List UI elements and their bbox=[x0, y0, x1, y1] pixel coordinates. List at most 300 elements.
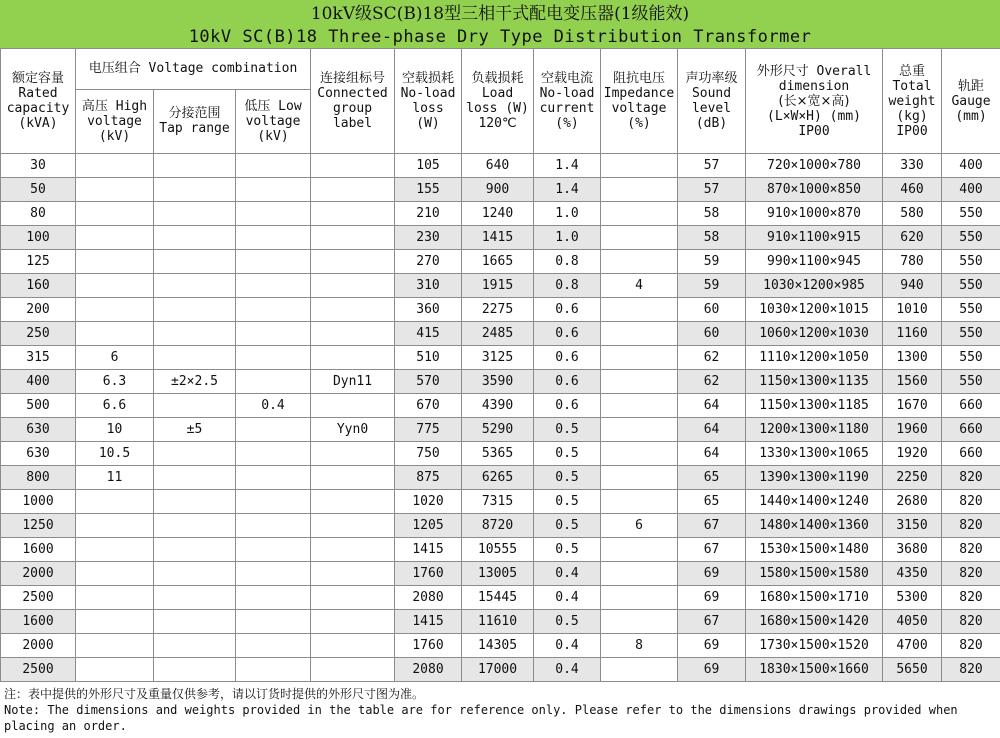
cell-noload-loss: 670 bbox=[395, 394, 462, 418]
cell-connection-group bbox=[311, 226, 395, 250]
cell-noload-current: 0.5 bbox=[534, 466, 601, 490]
cell-low-voltage bbox=[236, 442, 311, 466]
cell-connection-group bbox=[311, 250, 395, 274]
cell-total-weight: 780 bbox=[883, 250, 942, 274]
cell-load-loss: 17000 bbox=[462, 658, 534, 682]
cell-high-voltage: 10.5 bbox=[76, 442, 154, 466]
cell-total-weight: 4350 bbox=[883, 562, 942, 586]
cell-load-loss: 2275 bbox=[462, 298, 534, 322]
cell-connection-group bbox=[311, 490, 395, 514]
cell-high-voltage: 6 bbox=[76, 346, 154, 370]
cell-connection-group bbox=[311, 514, 395, 538]
cell-noload-loss: 510 bbox=[395, 346, 462, 370]
cell-sound-level: 64 bbox=[678, 442, 746, 466]
cell-noload-current: 0.8 bbox=[534, 250, 601, 274]
cell-overall-dimension: 1680×1500×1710 bbox=[746, 586, 883, 610]
cell-rated-capacity: 800 bbox=[1, 466, 76, 490]
cell-overall-dimension: 1530×1500×1480 bbox=[746, 538, 883, 562]
cell-impedance-voltage bbox=[601, 250, 678, 274]
cell-overall-dimension: 1440×1400×1240 bbox=[746, 490, 883, 514]
cell-high-voltage bbox=[76, 250, 154, 274]
cell-rated-capacity: 250 bbox=[1, 322, 76, 346]
cell-gauge: 820 bbox=[942, 586, 1000, 610]
table-row bbox=[1, 178, 1000, 202]
cell-connection-group bbox=[311, 154, 395, 178]
cell-gauge: 820 bbox=[942, 490, 1000, 514]
cell-impedance-voltage bbox=[601, 418, 678, 442]
table-row bbox=[1, 346, 1000, 370]
cell-gauge: 660 bbox=[942, 442, 1000, 466]
cell-high-voltage bbox=[76, 514, 154, 538]
cell-rated-capacity: 30 bbox=[1, 154, 76, 178]
cell-overall-dimension: 1110×1200×1050 bbox=[746, 346, 883, 370]
cell-connection-group bbox=[311, 586, 395, 610]
cell-sound-level: 58 bbox=[678, 226, 746, 250]
cell-noload-loss: 360 bbox=[395, 298, 462, 322]
cell-sound-level: 69 bbox=[678, 634, 746, 658]
cell-load-loss: 3590 bbox=[462, 370, 534, 394]
cell-impedance-voltage bbox=[601, 586, 678, 610]
cell-tap-range bbox=[154, 634, 236, 658]
cell-overall-dimension: 1730×1500×1520 bbox=[746, 634, 883, 658]
cell-connection-group: Yyn0 bbox=[311, 418, 395, 442]
cell-tap-range bbox=[154, 442, 236, 466]
cell-noload-current: 0.5 bbox=[534, 490, 601, 514]
cell-total-weight: 3150 bbox=[883, 514, 942, 538]
header-rated-capacity: 额定容量 Rated capacity (kVA) bbox=[1, 49, 76, 154]
cell-sound-level: 59 bbox=[678, 250, 746, 274]
cell-rated-capacity: 2000 bbox=[1, 634, 76, 658]
cell-high-voltage bbox=[76, 226, 154, 250]
cell-connection-group bbox=[311, 346, 395, 370]
cell-tap-range: ±2×2.5 bbox=[154, 370, 236, 394]
cell-tap-range bbox=[154, 610, 236, 634]
cell-connection-group bbox=[311, 466, 395, 490]
cell-noload-current: 1.4 bbox=[534, 154, 601, 178]
table-row bbox=[1, 514, 1000, 538]
cell-gauge: 550 bbox=[942, 202, 1000, 226]
cell-connection-group bbox=[311, 610, 395, 634]
cell-high-voltage bbox=[76, 610, 154, 634]
cell-load-loss: 1665 bbox=[462, 250, 534, 274]
cell-noload-loss: 230 bbox=[395, 226, 462, 250]
cell-noload-loss: 1760 bbox=[395, 634, 462, 658]
cell-rated-capacity: 80 bbox=[1, 202, 76, 226]
cell-impedance-voltage: 6 bbox=[601, 514, 678, 538]
cell-gauge: 550 bbox=[942, 346, 1000, 370]
transformer-spec-table bbox=[0, 48, 1000, 682]
cell-tap-range bbox=[154, 490, 236, 514]
cell-tap-range bbox=[154, 562, 236, 586]
cell-total-weight: 5300 bbox=[883, 586, 942, 610]
cell-rated-capacity: 160 bbox=[1, 274, 76, 298]
cell-load-loss: 14305 bbox=[462, 634, 534, 658]
cell-impedance-voltage bbox=[601, 562, 678, 586]
cell-rated-capacity: 1600 bbox=[1, 538, 76, 562]
table-row bbox=[1, 634, 1000, 658]
cell-noload-loss: 105 bbox=[395, 154, 462, 178]
cell-load-loss: 5290 bbox=[462, 418, 534, 442]
cell-low-voltage bbox=[236, 466, 311, 490]
cell-rated-capacity: 1250 bbox=[1, 514, 76, 538]
cell-total-weight: 940 bbox=[883, 274, 942, 298]
cell-noload-loss: 775 bbox=[395, 418, 462, 442]
cell-gauge: 550 bbox=[942, 370, 1000, 394]
cell-rated-capacity: 630 bbox=[1, 418, 76, 442]
cell-load-loss: 1240 bbox=[462, 202, 534, 226]
cell-noload-loss: 750 bbox=[395, 442, 462, 466]
cell-rated-capacity: 2500 bbox=[1, 658, 76, 682]
title-banner bbox=[0, 0, 1000, 49]
cell-noload-current: 0.4 bbox=[534, 562, 601, 586]
cell-noload-current: 1.4 bbox=[534, 178, 601, 202]
cell-overall-dimension: 910×1100×915 bbox=[746, 226, 883, 250]
cell-total-weight: 1160 bbox=[883, 322, 942, 346]
notes bbox=[4, 686, 994, 734]
cell-high-voltage: 11 bbox=[76, 466, 154, 490]
cell-sound-level: 62 bbox=[678, 370, 746, 394]
cell-tap-range bbox=[154, 346, 236, 370]
cell-impedance-voltage: 8 bbox=[601, 634, 678, 658]
cell-noload-current: 0.4 bbox=[534, 634, 601, 658]
cell-sound-level: 67 bbox=[678, 514, 746, 538]
cell-sound-level: 67 bbox=[678, 610, 746, 634]
cell-noload-current: 0.5 bbox=[534, 538, 601, 562]
cell-load-loss: 15445 bbox=[462, 586, 534, 610]
cell-high-voltage bbox=[76, 178, 154, 202]
cell-low-voltage bbox=[236, 610, 311, 634]
cell-rated-capacity: 1000 bbox=[1, 490, 76, 514]
cell-low-voltage: 0.4 bbox=[236, 394, 311, 418]
cell-load-loss: 1415 bbox=[462, 226, 534, 250]
cell-noload-current: 0.5 bbox=[534, 442, 601, 466]
cell-noload-loss: 210 bbox=[395, 202, 462, 226]
table-row bbox=[1, 442, 1000, 466]
cell-impedance-voltage bbox=[601, 394, 678, 418]
cell-overall-dimension: 1330×1300×1065 bbox=[746, 442, 883, 466]
cell-noload-loss: 875 bbox=[395, 466, 462, 490]
table-row bbox=[1, 226, 1000, 250]
cell-gauge: 550 bbox=[942, 298, 1000, 322]
cell-low-voltage bbox=[236, 274, 311, 298]
cell-high-voltage bbox=[76, 634, 154, 658]
cell-noload-loss: 415 bbox=[395, 322, 462, 346]
cell-gauge: 820 bbox=[942, 514, 1000, 538]
cell-low-voltage bbox=[236, 370, 311, 394]
cell-impedance-voltage bbox=[601, 658, 678, 682]
cell-overall-dimension: 1030×1200×1015 bbox=[746, 298, 883, 322]
cell-load-loss: 13005 bbox=[462, 562, 534, 586]
cell-noload-current: 0.5 bbox=[534, 418, 601, 442]
cell-load-loss: 640 bbox=[462, 154, 534, 178]
table-row bbox=[1, 418, 1000, 442]
cell-tap-range bbox=[154, 466, 236, 490]
cell-total-weight: 330 bbox=[883, 154, 942, 178]
header-connection-group: 连接组标号 Connected group label bbox=[311, 49, 395, 154]
cell-connection-group: Dyn11 bbox=[311, 370, 395, 394]
cell-sound-level: 57 bbox=[678, 154, 746, 178]
cell-high-voltage bbox=[76, 322, 154, 346]
cell-connection-group bbox=[311, 274, 395, 298]
cell-total-weight: 1960 bbox=[883, 418, 942, 442]
cell-gauge: 550 bbox=[942, 322, 1000, 346]
cell-load-loss: 10555 bbox=[462, 538, 534, 562]
cell-sound-level: 69 bbox=[678, 658, 746, 682]
cell-noload-current: 0.6 bbox=[534, 322, 601, 346]
cell-high-voltage: 6.3 bbox=[76, 370, 154, 394]
table-row bbox=[1, 154, 1000, 178]
cell-tap-range bbox=[154, 322, 236, 346]
header-load-loss: 负载损耗 Load loss (W) 120℃ bbox=[462, 49, 534, 154]
cell-overall-dimension: 1150×1300×1135 bbox=[746, 370, 883, 394]
cell-tap-range bbox=[154, 202, 236, 226]
cell-noload-current: 0.6 bbox=[534, 346, 601, 370]
cell-high-voltage: 6.6 bbox=[76, 394, 154, 418]
table-row bbox=[1, 322, 1000, 346]
cell-total-weight: 580 bbox=[883, 202, 942, 226]
cell-total-weight: 4700 bbox=[883, 634, 942, 658]
cell-connection-group bbox=[311, 298, 395, 322]
cell-total-weight: 2250 bbox=[883, 466, 942, 490]
cell-impedance-voltage bbox=[601, 322, 678, 346]
cell-total-weight: 3680 bbox=[883, 538, 942, 562]
cell-impedance-voltage bbox=[601, 490, 678, 514]
cell-load-loss: 2485 bbox=[462, 322, 534, 346]
cell-high-voltage bbox=[76, 298, 154, 322]
cell-overall-dimension: 1830×1500×1660 bbox=[746, 658, 883, 682]
cell-rated-capacity: 125 bbox=[1, 250, 76, 274]
cell-gauge: 820 bbox=[942, 634, 1000, 658]
cell-rated-capacity: 50 bbox=[1, 178, 76, 202]
cell-overall-dimension: 1680×1500×1420 bbox=[746, 610, 883, 634]
cell-tap-range: ±5 bbox=[154, 418, 236, 442]
cell-high-voltage bbox=[76, 202, 154, 226]
cell-connection-group bbox=[311, 394, 395, 418]
cell-sound-level: 67 bbox=[678, 538, 746, 562]
table-row bbox=[1, 370, 1000, 394]
cell-tap-range bbox=[154, 226, 236, 250]
cell-overall-dimension: 1060×1200×1030 bbox=[746, 322, 883, 346]
cell-overall-dimension: 910×1000×870 bbox=[746, 202, 883, 226]
cell-low-voltage bbox=[236, 418, 311, 442]
cell-noload-loss: 270 bbox=[395, 250, 462, 274]
cell-noload-loss: 1415 bbox=[395, 610, 462, 634]
cell-load-loss: 11610 bbox=[462, 610, 534, 634]
cell-tap-range bbox=[154, 394, 236, 418]
cell-sound-level: 65 bbox=[678, 466, 746, 490]
cell-tap-range bbox=[154, 274, 236, 298]
cell-noload-loss: 2080 bbox=[395, 586, 462, 610]
cell-noload-current: 0.5 bbox=[534, 610, 601, 634]
cell-low-voltage bbox=[236, 562, 311, 586]
cell-gauge: 820 bbox=[942, 658, 1000, 682]
cell-high-voltage bbox=[76, 274, 154, 298]
cell-sound-level: 65 bbox=[678, 490, 746, 514]
cell-sound-level: 64 bbox=[678, 394, 746, 418]
cell-noload-loss: 155 bbox=[395, 178, 462, 202]
cell-rated-capacity: 400 bbox=[1, 370, 76, 394]
cell-low-voltage bbox=[236, 346, 311, 370]
cell-noload-current: 0.5 bbox=[534, 514, 601, 538]
cell-overall-dimension: 720×1000×780 bbox=[746, 154, 883, 178]
cell-impedance-voltage bbox=[601, 226, 678, 250]
cell-noload-loss: 1205 bbox=[395, 514, 462, 538]
cell-sound-level: 60 bbox=[678, 322, 746, 346]
cell-tap-range bbox=[154, 154, 236, 178]
cell-total-weight: 1670 bbox=[883, 394, 942, 418]
table-body bbox=[1, 154, 1000, 682]
cell-sound-level: 57 bbox=[678, 178, 746, 202]
cell-total-weight: 1010 bbox=[883, 298, 942, 322]
cell-low-voltage bbox=[236, 226, 311, 250]
cell-high-voltage bbox=[76, 586, 154, 610]
cell-gauge: 550 bbox=[942, 274, 1000, 298]
cell-tap-range bbox=[154, 586, 236, 610]
cell-total-weight: 4050 bbox=[883, 610, 942, 634]
cell-sound-level: 59 bbox=[678, 274, 746, 298]
cell-overall-dimension: 1200×1300×1180 bbox=[746, 418, 883, 442]
cell-low-voltage bbox=[236, 178, 311, 202]
cell-high-voltage bbox=[76, 490, 154, 514]
cell-rated-capacity: 200 bbox=[1, 298, 76, 322]
cell-load-loss: 6265 bbox=[462, 466, 534, 490]
table-row bbox=[1, 658, 1000, 682]
cell-low-voltage bbox=[236, 634, 311, 658]
cell-connection-group bbox=[311, 634, 395, 658]
cell-load-loss: 8720 bbox=[462, 514, 534, 538]
cell-sound-level: 69 bbox=[678, 562, 746, 586]
cell-low-voltage bbox=[236, 490, 311, 514]
cell-gauge: 820 bbox=[942, 562, 1000, 586]
cell-tap-range bbox=[154, 298, 236, 322]
cell-impedance-voltage bbox=[601, 178, 678, 202]
cell-connection-group bbox=[311, 178, 395, 202]
header-total-weight: 总重 Total weight (kg) IP00 bbox=[883, 49, 942, 154]
cell-connection-group bbox=[311, 322, 395, 346]
cell-low-voltage bbox=[236, 250, 311, 274]
table-row bbox=[1, 538, 1000, 562]
cell-sound-level: 58 bbox=[678, 202, 746, 226]
table-row bbox=[1, 250, 1000, 274]
note-english: Note: The dimensions and weights provided in the table are for reference only. Please refer to the dimensions drawings provided when placing an order. bbox=[4, 703, 958, 733]
cell-noload-current: 0.8 bbox=[534, 274, 601, 298]
cell-total-weight: 1920 bbox=[883, 442, 942, 466]
cell-total-weight: 5650 bbox=[883, 658, 942, 682]
cell-low-voltage bbox=[236, 202, 311, 226]
cell-impedance-voltage bbox=[601, 466, 678, 490]
cell-overall-dimension: 1030×1200×985 bbox=[746, 274, 883, 298]
header-impedance-voltage: 阻抗电压 Impedance voltage (%) bbox=[601, 49, 678, 154]
cell-gauge: 660 bbox=[942, 418, 1000, 442]
cell-impedance-voltage bbox=[601, 538, 678, 562]
cell-load-loss: 5365 bbox=[462, 442, 534, 466]
cell-noload-current: 0.6 bbox=[534, 394, 601, 418]
cell-impedance-voltage bbox=[601, 154, 678, 178]
cell-low-voltage bbox=[236, 298, 311, 322]
cell-connection-group bbox=[311, 442, 395, 466]
cell-load-loss: 3125 bbox=[462, 346, 534, 370]
cell-tap-range bbox=[154, 658, 236, 682]
cell-overall-dimension: 870×1000×850 bbox=[746, 178, 883, 202]
cell-overall-dimension: 1390×1300×1190 bbox=[746, 466, 883, 490]
header-tap-range: 分接范围 Tap range bbox=[154, 89, 236, 153]
cell-rated-capacity: 100 bbox=[1, 226, 76, 250]
cell-load-loss: 7315 bbox=[462, 490, 534, 514]
cell-noload-current: 1.0 bbox=[534, 202, 601, 226]
table-row bbox=[1, 586, 1000, 610]
cell-low-voltage bbox=[236, 322, 311, 346]
cell-overall-dimension: 1580×1500×1580 bbox=[746, 562, 883, 586]
cell-gauge: 550 bbox=[942, 226, 1000, 250]
cell-gauge: 820 bbox=[942, 538, 1000, 562]
cell-rated-capacity: 1600 bbox=[1, 610, 76, 634]
table-row bbox=[1, 202, 1000, 226]
cell-impedance-voltage bbox=[601, 298, 678, 322]
cell-noload-loss: 1760 bbox=[395, 562, 462, 586]
cell-rated-capacity: 500 bbox=[1, 394, 76, 418]
title-chinese: 10kV级SC(B)18型三相干式配电变压器(1级能效) bbox=[310, 4, 690, 24]
header-sound-level: 声功率级 Sound level (dB) bbox=[678, 49, 746, 154]
cell-rated-capacity: 2000 bbox=[1, 562, 76, 586]
cell-tap-range bbox=[154, 514, 236, 538]
cell-noload-current: 0.6 bbox=[534, 298, 601, 322]
note-chinese: 注：表中提供的外形尺寸及重量仅供参考，请以订货时提供的外形尺寸图为准。 bbox=[4, 687, 425, 701]
cell-sound-level: 60 bbox=[678, 298, 746, 322]
cell-impedance-voltage bbox=[601, 346, 678, 370]
cell-high-voltage bbox=[76, 658, 154, 682]
cell-rated-capacity: 315 bbox=[1, 346, 76, 370]
cell-rated-capacity: 630 bbox=[1, 442, 76, 466]
cell-low-voltage bbox=[236, 514, 311, 538]
cell-noload-current: 0.4 bbox=[534, 658, 601, 682]
header-voltage-combination: 电压组合 Voltage combination bbox=[76, 49, 311, 90]
header-noload-loss: 空载损耗 No-load loss (W) bbox=[395, 49, 462, 154]
cell-connection-group bbox=[311, 202, 395, 226]
cell-noload-loss: 2080 bbox=[395, 658, 462, 682]
cell-high-voltage bbox=[76, 538, 154, 562]
cell-low-voltage bbox=[236, 154, 311, 178]
cell-sound-level: 69 bbox=[678, 586, 746, 610]
header-high-voltage: 高压 High voltage (kV) bbox=[76, 89, 154, 153]
cell-total-weight: 1560 bbox=[883, 370, 942, 394]
cell-tap-range bbox=[154, 250, 236, 274]
cell-gauge: 820 bbox=[942, 610, 1000, 634]
cell-tap-range bbox=[154, 178, 236, 202]
cell-low-voltage bbox=[236, 586, 311, 610]
cell-high-voltage: 10 bbox=[76, 418, 154, 442]
cell-load-loss: 1915 bbox=[462, 274, 534, 298]
header-low-voltage: 低压 Low voltage (kV) bbox=[236, 89, 311, 153]
cell-overall-dimension: 990×1100×945 bbox=[746, 250, 883, 274]
cell-tap-range bbox=[154, 538, 236, 562]
cell-low-voltage bbox=[236, 538, 311, 562]
cell-gauge: 660 bbox=[942, 394, 1000, 418]
cell-noload-loss: 1020 bbox=[395, 490, 462, 514]
cell-load-loss: 900 bbox=[462, 178, 534, 202]
cell-gauge: 400 bbox=[942, 178, 1000, 202]
table-row bbox=[1, 562, 1000, 586]
cell-noload-current: 0.4 bbox=[534, 586, 601, 610]
cell-total-weight: 2680 bbox=[883, 490, 942, 514]
header-overall-dimension: 外形尺寸 Overall dimension (长×宽×高) (L×W×H) (mm) IP00 bbox=[746, 49, 883, 154]
cell-connection-group bbox=[311, 658, 395, 682]
cell-noload-loss: 570 bbox=[395, 370, 462, 394]
cell-sound-level: 64 bbox=[678, 418, 746, 442]
table-row bbox=[1, 610, 1000, 634]
table-row bbox=[1, 298, 1000, 322]
title-english: 10kV SC(B)18 Three-phase Dry Type Distribution Transformer bbox=[188, 27, 812, 47]
cell-gauge: 550 bbox=[942, 250, 1000, 274]
